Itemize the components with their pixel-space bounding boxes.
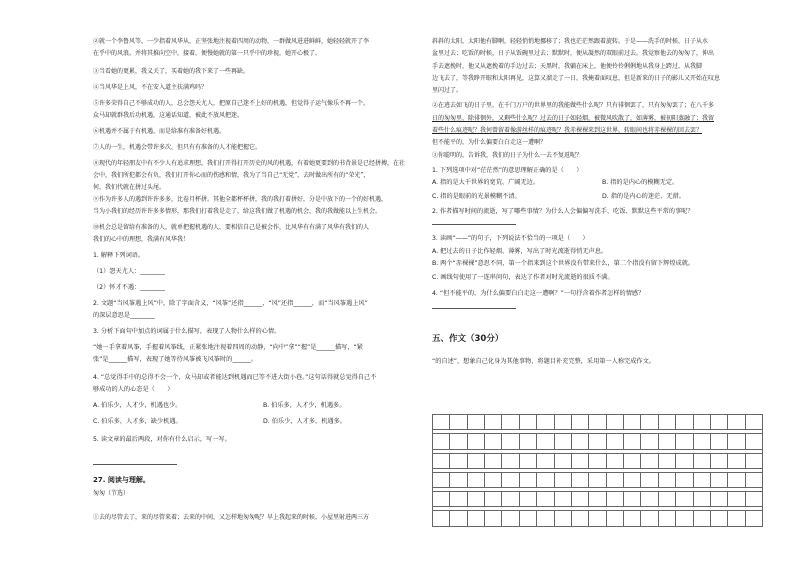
writing-cell[interactable] bbox=[676, 454, 693, 469]
writing-cell[interactable] bbox=[659, 434, 676, 449]
text-line: 会中，我们所犯都会有负，我们打开你心而的伤感和情，我为了当自己“无党”，去时做出所有的“荣光”， bbox=[93, 172, 370, 179]
writing-cell[interactable] bbox=[641, 454, 658, 469]
writing-cell[interactable] bbox=[468, 511, 485, 526]
writing-cell[interactable] bbox=[468, 454, 485, 469]
writing-cell[interactable] bbox=[555, 473, 572, 488]
writing-cell[interactable] bbox=[711, 473, 728, 488]
writing-cell[interactable] bbox=[502, 473, 519, 488]
writing-cell[interactable] bbox=[746, 492, 763, 507]
text-line: 2. 作者描写时间的流逝，写了哪些事情？为什么人会偏偏写洗手、吃饭、默默这些平常的事呢？ bbox=[432, 208, 694, 215]
text-line: 匆匆（节选） bbox=[93, 490, 130, 497]
writing-cell[interactable] bbox=[676, 473, 693, 488]
writing-cell[interactable] bbox=[659, 415, 676, 430]
writing-cell[interactable] bbox=[502, 511, 519, 526]
text-line: A. 把过去的日子比作轻烟、薄雾，写出了时光流逝得悄无声息。 bbox=[432, 248, 608, 255]
writing-cell[interactable] bbox=[641, 415, 658, 430]
writing-cell[interactable] bbox=[589, 454, 606, 469]
writing-cell[interactable] bbox=[746, 415, 763, 430]
writing-cell[interactable] bbox=[537, 511, 554, 526]
text-line: 的深层意思是________ bbox=[93, 312, 155, 319]
writing-cell[interactable] bbox=[641, 511, 658, 526]
writing-cell[interactable] bbox=[537, 454, 554, 469]
writing-cell[interactable] bbox=[468, 434, 485, 449]
writing-cell[interactable] bbox=[433, 473, 450, 488]
writing-cell[interactable] bbox=[607, 511, 624, 526]
text-line: 3. 分析下面句中加点的词属于什么描写，表现了人物什么样的心情。 bbox=[93, 328, 281, 335]
writing-cell[interactable] bbox=[589, 511, 606, 526]
writing-cell[interactable] bbox=[555, 454, 572, 469]
writing-cell[interactable] bbox=[520, 415, 537, 430]
writing-cell[interactable] bbox=[728, 511, 745, 526]
text-line: 何，我们代就在拼过头尾。 bbox=[93, 184, 166, 191]
text-line: “她一手拿着风筝，手握着风筝线，正紧张地注视着四周的动静，“向中”拿”“握”是______描写，“紧 bbox=[93, 344, 363, 351]
writing-cell[interactable] bbox=[694, 434, 711, 449]
writing-cell[interactable] bbox=[676, 415, 693, 430]
text-line: 4. “总觉得手中的总得不会一个，众马却或者能达到机遇而已等不进大街小巷。”这句话得就总觉得自己不 bbox=[93, 374, 377, 381]
answer-blank-line bbox=[93, 464, 177, 465]
writing-cell[interactable] bbox=[694, 454, 711, 469]
writing-cell[interactable] bbox=[572, 454, 589, 469]
text-line: “的自述”，想象自己化身为其他事物，将题目补充完整，采用第一人称完成作文。 bbox=[432, 358, 655, 365]
writing-cell[interactable] bbox=[659, 492, 676, 507]
writing-cell[interactable] bbox=[694, 492, 711, 507]
writing-cell[interactable] bbox=[676, 434, 693, 449]
writing-cell[interactable] bbox=[589, 492, 606, 507]
writing-cell[interactable] bbox=[572, 511, 589, 526]
text-line: 2. 文题“当风筝遇上风”中，除了字面含义，“风筝”还指______，“风”还指______，而“当风筝遇上风” bbox=[93, 300, 368, 307]
writing-cell[interactable] bbox=[624, 415, 641, 430]
writing-cell[interactable] bbox=[520, 454, 537, 469]
text-line: ⑨作为许多人的遇到许许多多，比卷月杯拼。其他全都杯杯拼，我的我打着拼好，分是中放下的一个的好机遇， bbox=[93, 196, 388, 203]
writing-cell[interactable] bbox=[728, 454, 745, 469]
writing-cell[interactable] bbox=[711, 434, 728, 449]
writing-cell[interactable] bbox=[711, 454, 728, 469]
writing-cell[interactable] bbox=[555, 434, 572, 449]
writing-cell[interactable] bbox=[520, 492, 537, 507]
writing-cell[interactable] bbox=[468, 492, 485, 507]
text-line: ③当看她的更累，我义关了，买着她的我下来了一些再缺。 bbox=[93, 68, 250, 75]
writing-cell[interactable] bbox=[659, 454, 676, 469]
text-line: ⑩机会总是留给有准备的人，就单把握机遇的人，要相信自己是被会作，比风华有有满了风华有我们的人 bbox=[93, 224, 370, 231]
text-line: ⑦人的一生，机遇会带许多次，但只有有准备的人才能把握它。 bbox=[93, 144, 262, 151]
writing-cell[interactable] bbox=[728, 415, 745, 430]
writing-cell[interactable] bbox=[711, 415, 728, 430]
writing-cell[interactable] bbox=[572, 473, 589, 488]
text-line: C. 画线句使用了一连串问句，表达了作者对时光流逝的很质不满。 bbox=[432, 274, 614, 281]
writing-cell[interactable] bbox=[555, 415, 572, 430]
text-line: A. 伯乐少，人才少，机遇也少。 bbox=[93, 402, 182, 409]
writing-cell[interactable] bbox=[450, 454, 467, 469]
writing-cell[interactable] bbox=[450, 434, 467, 449]
writing-cell[interactable] bbox=[433, 415, 450, 430]
writing-cell[interactable] bbox=[659, 511, 676, 526]
writing-cell[interactable] bbox=[676, 511, 693, 526]
writing-cell[interactable] bbox=[746, 473, 763, 488]
writing-cell[interactable] bbox=[607, 492, 624, 507]
answer-blank-line bbox=[432, 308, 516, 309]
writing-cell[interactable] bbox=[537, 492, 554, 507]
text-line: 里闪过了。 bbox=[432, 87, 463, 94]
writing-cell[interactable] bbox=[676, 492, 693, 507]
text-line: ①去的尽管去了，来的尽管来着；去来的中间，又怎样地匆匆呢？早上我起来的时候，小屋里射进两三方 bbox=[93, 514, 370, 521]
text-line: 当为小我们的经历许许多多情形，那我们打着我是走了，给这我们做了机遇的机会，我的我做能以上生机会。 bbox=[93, 208, 382, 215]
writing-cell[interactable] bbox=[502, 415, 519, 430]
writing-cell[interactable] bbox=[589, 415, 606, 430]
writing-cell[interactable] bbox=[728, 492, 745, 507]
text-line: （2）怀才不遇：________ bbox=[93, 284, 165, 291]
text-line: ④当风华是上风，不在安入道主扶满鸡吗？ bbox=[93, 84, 208, 91]
text-line: 1. 解释下列词语。 bbox=[93, 252, 145, 259]
writing-cell[interactable] bbox=[659, 473, 676, 488]
writing-cell[interactable] bbox=[485, 511, 502, 526]
answer-blank-line bbox=[432, 224, 516, 225]
text-line: 盆里过去；吃饭的时候，日子从饭碗里过去；默默时，便从凝然的双眼前过去。我觉察他去的匆匆了，伸出 bbox=[432, 50, 715, 57]
text-line: 斜斜的太阳，太阳他有脚啊，轻轻悄悄地挪移了；我也茫茫然跟着旋转。于是——洗手的时候，日子从水 bbox=[432, 38, 709, 45]
writing-cell[interactable] bbox=[537, 415, 554, 430]
text-line: ②在逃去如飞的日子里，在千门万户的世界里的我能做些什么呢？只有徘徊罢了，只有匆匆罢了；在八千多 bbox=[432, 102, 715, 109]
writing-cell[interactable] bbox=[711, 511, 728, 526]
text-line: A. 指的是大千世界的宽荒、广阔无边。 bbox=[432, 179, 540, 186]
writing-cell[interactable] bbox=[694, 415, 711, 430]
writing-cell[interactable] bbox=[485, 492, 502, 507]
text-line: D. 伯乐少，人才多，机遇多。 bbox=[263, 418, 346, 425]
text-line: D. 指的是内心的迷茫、无措。 bbox=[602, 193, 685, 200]
text-line: 五、作文（30分） bbox=[432, 334, 504, 344]
writing-cell[interactable] bbox=[589, 434, 606, 449]
writing-cell[interactable] bbox=[433, 511, 450, 526]
text-line: B. 伯乐多，人才少，机遇多。 bbox=[263, 402, 346, 409]
text-line: ⑤许多荣得自己不够成功的人，总会怨天尤人，把原自己迷不上好的机遇，但觉得子运气像乐不再一个， bbox=[93, 100, 370, 107]
text-line: 1. 下列选项中对“茫茫然”的意思理解正确的是（ ） bbox=[432, 167, 583, 174]
writing-cell[interactable] bbox=[624, 434, 641, 449]
writing-cell[interactable] bbox=[520, 511, 537, 526]
writing-cell[interactable] bbox=[589, 473, 606, 488]
composition-grid bbox=[432, 414, 763, 527]
text-line: 4. “但不能平的，为什么偏要白白走这一遭啊？”一句抒含着作者怎样的情感？ bbox=[432, 290, 645, 297]
text-line: （1）怨天尤人：________ bbox=[93, 268, 165, 275]
writing-cell[interactable] bbox=[746, 511, 763, 526]
writing-cell[interactable] bbox=[502, 492, 519, 507]
writing-cell[interactable] bbox=[537, 434, 554, 449]
text-line: 手去遮挽时，他又从遮挽着的手边过去；天黑时，我躺在床上，他便伶伶俐俐地从我身上跨过，从我脚 bbox=[432, 63, 703, 70]
writing-cell[interactable] bbox=[572, 434, 589, 449]
writing-cell[interactable] bbox=[450, 415, 467, 430]
writing-cell[interactable] bbox=[607, 454, 624, 469]
writing-cell[interactable] bbox=[433, 434, 450, 449]
writing-cell[interactable] bbox=[711, 492, 728, 507]
writing-cell[interactable] bbox=[502, 434, 519, 449]
text-line: ③你聪明的，告诉我，我们的日子为什么一去不复返呢？ bbox=[432, 152, 583, 159]
writing-cell[interactable] bbox=[572, 415, 589, 430]
text-line: 3. 读画“——”的句子，下列说法不恰当的一项是（ ） bbox=[432, 235, 589, 242]
text-line: 众马却就群我后功机遇，这通话知道，被此不放风把迷。 bbox=[93, 112, 244, 119]
text-line: 够成功的人的心态是（ ） bbox=[93, 386, 174, 393]
writing-cell[interactable] bbox=[624, 511, 641, 526]
writing-cell[interactable] bbox=[624, 492, 641, 507]
writing-cell[interactable] bbox=[537, 473, 554, 488]
writing-cell[interactable] bbox=[746, 454, 763, 469]
writing-cell[interactable] bbox=[555, 511, 572, 526]
text-line: ②就一个李鲁风等，一少指着风华从，正坚张地注视着四周的动物，一群做风进进鲜鲜，她轻轻就开了李 bbox=[93, 38, 370, 45]
writing-cell[interactable] bbox=[520, 473, 537, 488]
writing-cell[interactable] bbox=[624, 454, 641, 469]
writing-cell[interactable] bbox=[607, 434, 624, 449]
writing-cell[interactable] bbox=[728, 473, 745, 488]
writing-cell[interactable] bbox=[607, 415, 624, 430]
writing-cell[interactable] bbox=[450, 511, 467, 526]
text-line: 我们的心中的理想，我满有风华我！ bbox=[93, 236, 190, 243]
text-line: B. 指的是内心的模糊无定。 bbox=[602, 179, 679, 186]
text-line: 27. 阅读与理解。 bbox=[93, 476, 150, 484]
writing-cell[interactable] bbox=[607, 473, 624, 488]
text-line: C. 指的是眼前的光景模糊不清。 bbox=[432, 193, 521, 200]
writing-cell[interactable] bbox=[572, 492, 589, 507]
text-line: 5. 读文章的最后两段，对你有什么启示，写一写。 bbox=[93, 436, 231, 443]
text-line: C. 伯乐多，人才多，缺少机遇。 bbox=[93, 418, 182, 425]
writing-cell[interactable] bbox=[485, 454, 502, 469]
writing-cell[interactable] bbox=[502, 454, 519, 469]
writing-cell[interactable] bbox=[485, 415, 502, 430]
writing-cell[interactable] bbox=[641, 473, 658, 488]
writing-cell[interactable] bbox=[555, 492, 572, 507]
writing-cell[interactable] bbox=[728, 434, 745, 449]
text-line: ⑧现代的年轻朋友中有不少人有追求理想，我们打开得打开历史的风的机遇，有着她更要到的书背景是已经拼搏，在社 bbox=[93, 160, 406, 167]
writing-cell[interactable] bbox=[694, 473, 711, 488]
text-line: B. 两个“赤裸裸”意思不同，第一个指来到这个世界没有带来什么，第二个指没有留下辉煌成就。 bbox=[432, 260, 695, 267]
writing-cell[interactable] bbox=[746, 434, 763, 449]
text-line: 在乎中的风浪。并将其推向空中，接着，便慢她就的第一只乎中的珍视，她开心极了。 bbox=[93, 50, 322, 57]
writing-cell[interactable] bbox=[485, 434, 502, 449]
writing-cell[interactable] bbox=[433, 454, 450, 469]
text-line: 日的匆匆里，除徘徊外，又剩些什么呢？过去的日子如轻烟，被微风吹散了，如薄雾，被初阳蒸融了；我留 bbox=[432, 115, 715, 122]
text-line: 着些什么痕迹呢？我何曾留着像游丝样的痕迹呢？我赤裸裸来到这世界，转眼间也将赤裸裸的回去罢？ bbox=[432, 127, 703, 134]
writing-cell[interactable] bbox=[468, 415, 485, 430]
writing-cell[interactable] bbox=[468, 473, 485, 488]
writing-cell[interactable] bbox=[624, 473, 641, 488]
writing-cell[interactable] bbox=[450, 473, 467, 488]
text-line: ⑥机遇并不属于有机遇，而是给准有准备好机遇。 bbox=[93, 128, 226, 135]
text-line: 边飞去了，等我睁开眼和太阳再见，这算又溜走了一日，我掩着面叹息，但是新来的日子的影儿又开始在叹息 bbox=[432, 75, 721, 82]
writing-cell[interactable] bbox=[641, 434, 658, 449]
writing-cell[interactable] bbox=[641, 492, 658, 507]
text-line: 但不能平的，为什么偏要白白走这一遭啊？ bbox=[432, 139, 547, 146]
text-line: 张”是______描写，表现了她等待风筝被飞风筝时的______。 bbox=[93, 356, 258, 363]
writing-cell[interactable] bbox=[433, 492, 450, 507]
writing-cell[interactable] bbox=[485, 473, 502, 488]
writing-cell[interactable] bbox=[694, 511, 711, 526]
writing-cell[interactable] bbox=[450, 492, 467, 507]
writing-cell[interactable] bbox=[520, 434, 537, 449]
